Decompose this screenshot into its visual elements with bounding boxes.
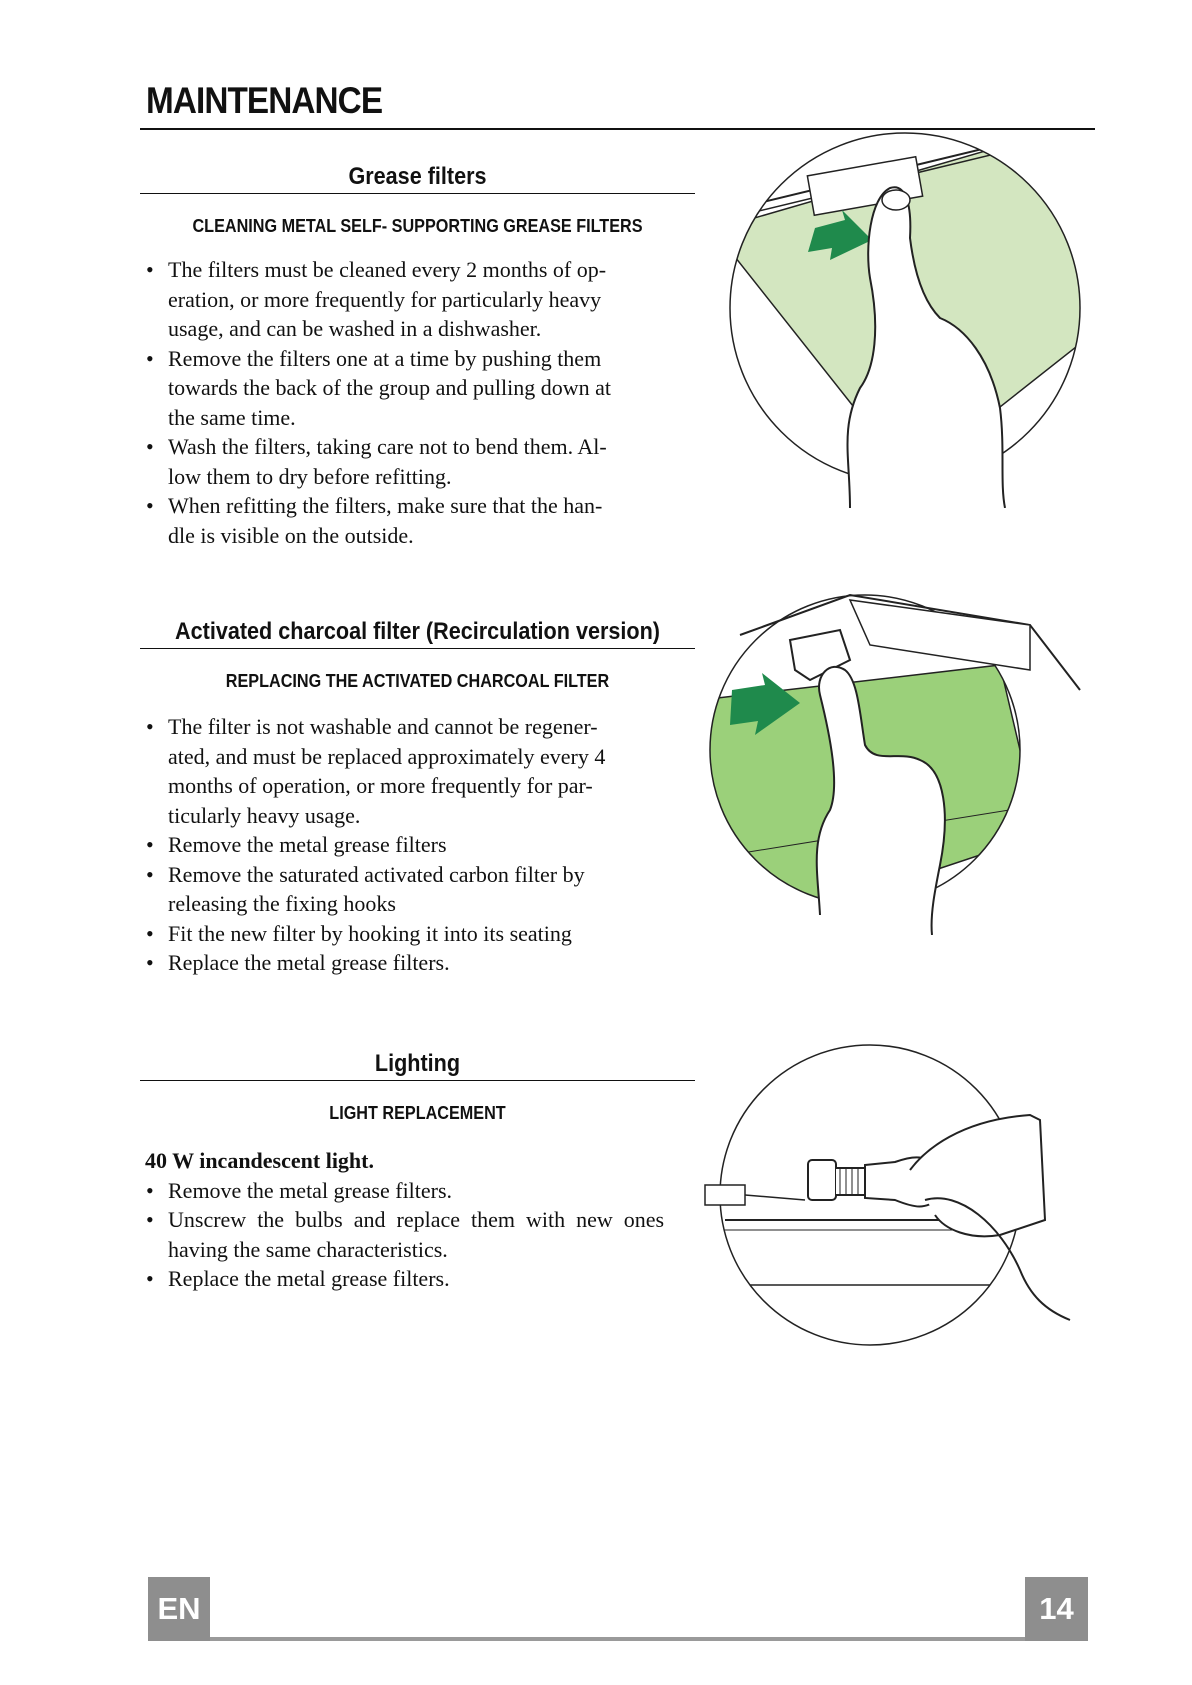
- list-item: • The filters must be cleaned every 2 months of op- eration, or more frequently for particularly heavy usage, and can be washed in a dishwasher.: [146, 257, 607, 341]
- charcoal-filter-replacement-illustration: [700, 585, 1090, 935]
- section-subheading: REPLACING THE ACTIVATED CHARCOAL FILTER: [225, 671, 610, 691]
- list-item: • Replace the metal grease filters.: [146, 1266, 450, 1291]
- list-item: • Unscrew the bulbs and replace them with new ones having the same characteristics.: [146, 1207, 665, 1262]
- page-number: 14: [1025, 1577, 1088, 1641]
- bullet-list: [140, 255, 695, 550]
- section-lighting: [140, 1050, 695, 1294]
- list-item: • Remove the filters one at a time by pushing them towards the back of the group and pulling down at the same time.: [146, 345, 611, 430]
- list-item: • Fit the new filter by hooking it into its seating: [146, 920, 572, 946]
- bulb-spec: 40 W incandescent light.: [145, 1148, 374, 1173]
- list-item: • Remove the metal grease filters.: [146, 1177, 453, 1203]
- section-heading: Activated charcoal filter (Recirculation version): [175, 618, 660, 645]
- lamp-holder: [705, 1185, 745, 1205]
- section-heading: Grease filters: [348, 163, 487, 190]
- bullet-list: [140, 712, 695, 978]
- light-bulb-replacement-illustration: [700, 1040, 1090, 1360]
- list-item: • Remove the saturated activated carbon filter by releasing the fixing hooks: [146, 861, 585, 916]
- footer-rule: [148, 1637, 1088, 1641]
- section-divider: [140, 193, 695, 194]
- section-grease-filters: [140, 163, 695, 550]
- list-item: • When refitting the filters, make sure that the han- dle is visible on the outside.: [146, 493, 603, 548]
- list-item: • Replace the metal grease filters.: [146, 950, 450, 975]
- section-divider: [140, 1080, 695, 1081]
- list-item: • Remove the metal grease filters: [146, 832, 447, 857]
- section-subheading: LIGHT REPLACEMENT: [329, 1103, 506, 1123]
- list-item: • Wash the filters, taking care not to bend them. Al- low them to dry before refitting.: [146, 434, 607, 489]
- grease-filter-removal-illustration: [700, 128, 1090, 508]
- list-item: • The filter is not washable and cannot be regener- ated, and must be replaced approximately every 4 months of operation, or more frequently for par- ticularly heavy usage.: [146, 714, 606, 828]
- section-heading: Lighting: [374, 1050, 461, 1077]
- language-badge: EN: [148, 1577, 210, 1641]
- section-charcoal-filter: [140, 618, 695, 978]
- page-title: MAINTENANCE: [146, 80, 383, 121]
- section-subheading: CLEANING METAL SELF- SUPPORTING GREASE FILTERS: [192, 216, 643, 236]
- bullet-list: [140, 1176, 695, 1294]
- section-divider: [140, 648, 695, 649]
